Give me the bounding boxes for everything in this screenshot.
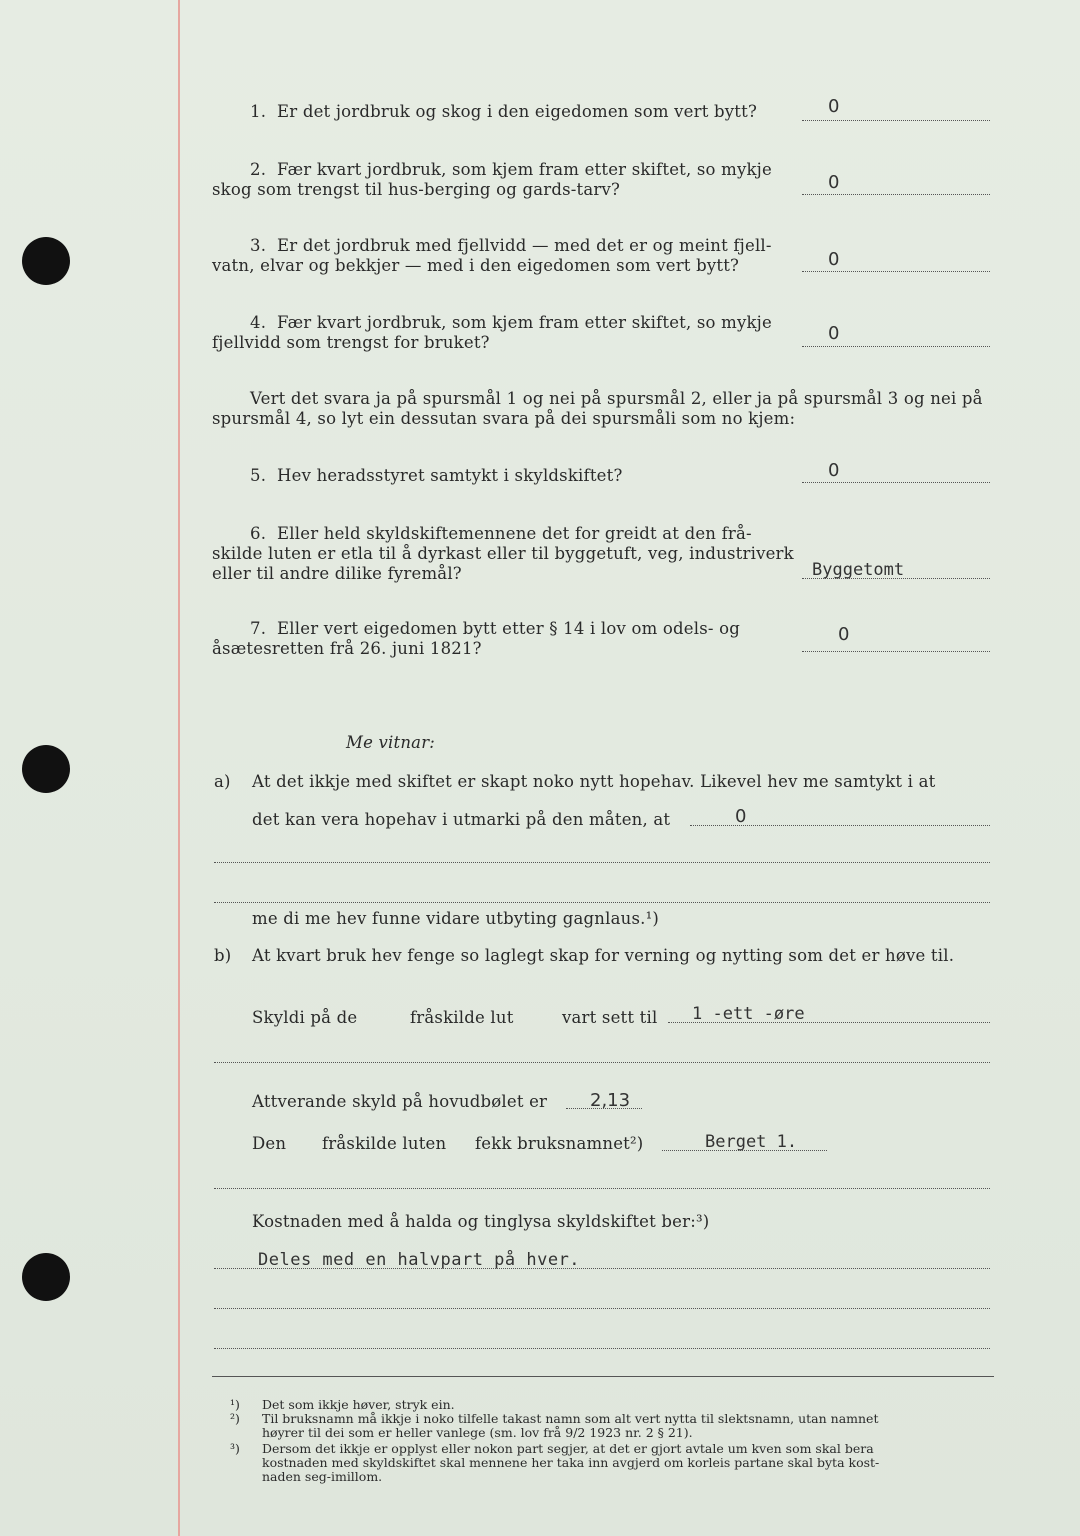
question-6 [250,524,752,543]
bruksnamn-label: Den [252,1134,287,1153]
question-number: 6. [250,524,267,543]
answer-3[interactable]: 0 [828,249,840,270]
punch-hole [22,237,70,285]
bruksnamn-label: fråskilde luten [322,1134,447,1153]
answer-4[interactable]: 0 [828,323,840,344]
section-a-text: me di me hev funne vidare utbyting gagnlaus.¹) [252,909,660,928]
answer-line [802,651,990,652]
footnote-mark: ²) [230,1411,240,1426]
blank-line [214,862,990,863]
question-text: eller til andre dilike fyremål? [212,564,462,583]
bruksnamn-answer[interactable]: Berget 1. [705,1132,798,1152]
question-7 [250,619,740,638]
punch-hole [22,745,70,793]
answer-5[interactable]: 0 [828,460,840,481]
question-text: skog som trengst til hus-berging og gards-tarv? [212,180,621,199]
answer-line [802,120,990,121]
blank-line [214,1308,990,1309]
footnote-mark: ¹) [230,1397,240,1412]
answer-line [802,271,990,272]
hopehav-answer[interactable]: 0 [735,806,747,827]
blank-line [214,1188,990,1189]
question-text: Hev heradsstyret samtykt i skyldskiftet? [277,466,623,485]
question-2 [250,160,772,179]
margin-line [178,0,180,1536]
answer-6[interactable]: Byggetomt [812,560,905,580]
footnote-text: Dersom det ikkje er opplyst eller nokon part segjer, at det er gjort avtale um kven som skal bera [262,1441,874,1456]
question-text: vatn, elvar og bekkjer — med i den eigedomen som vert bytt? [212,256,740,275]
question-number: 4. [250,313,267,332]
question-text: Eller held skyldskiftemennene det for greidt at den frå- [277,524,752,543]
question-number: 3. [250,236,267,255]
footnote-separator [212,1376,994,1377]
question-1 [250,102,757,121]
attverande-label: Attverande skyld på hovudbølet er [252,1092,548,1111]
answer-line [802,482,990,483]
answer-line [214,1268,990,1269]
section-b-text: At kvart bruk hev fenge so laglegt skap for verning og nytting som det er høve til. [252,946,955,965]
punch-hole [22,1253,70,1301]
bruksnamn-label: fekk bruksnamnet²) [475,1134,644,1153]
answer-line [802,346,990,347]
skyld-answer[interactable]: 1 -ett -øre [692,1004,805,1024]
question-text: Fær kvart jordbruk, som kjem fram etter skiftet, so mykje [277,160,772,179]
question-3 [250,236,772,255]
question-text: skilde luten er etla til å dyrkast eller til byggetuft, veg, industriverk [212,544,794,563]
footnote-text: naden seg-imillom. [262,1469,383,1484]
section-a-text: det kan vera hopehav i utmarki på den måten, at [252,810,671,829]
section-b-label: b) [214,946,232,965]
skyld-label: fråskilde lut [410,1008,514,1027]
witness-heading: Me vitnar: [346,733,436,752]
blank-line [214,902,990,903]
question-text: Er det jordbruk og skog i den eigedomen som vert bytt? [277,102,757,121]
footnote-text: kostnaden med skyldskiftet skal mennene her taka inn avgjerd om korleis partane skal byta kost- [262,1455,880,1470]
question-5 [250,466,623,485]
footnote-text: Til bruksnamn må ikkje i noko tilfelle takast namn som alt vert nytta til slektsnamn, utan namnet [262,1411,879,1426]
footnote-text: Det som ikkje høver, stryk ein. [262,1397,455,1412]
question-text: Eller vert eigedomen bytt etter § 14 i lov om odels- og [277,619,741,638]
skyld-label: vart sett til [562,1008,658,1027]
answer-1[interactable]: 0 [828,96,840,117]
question-text: Fær kvart jordbruk, som kjem fram etter skiftet, so mykje [277,313,772,332]
instruction-text: spursmål 4, so lyt ein dessutan svara på dei spursmåli som no kjem: [212,409,796,428]
question-text: åsætesretten frå 26. juni 1821? [212,639,482,658]
attverande-answer[interactable]: 2,13 [590,1090,631,1111]
section-a-label: a) [214,772,231,791]
question-text: Er det jordbruk med fjellvidd — med det er og meint fjell- [277,236,772,255]
section-a-text: At det ikkje med skiftet er skapt noko nytt hopehav. Likevel hev me samtykt i at [252,772,936,791]
instruction-text: Vert det svara ja på spursmål 1 og nei på spursmål 2, eller ja på spursmål 3 og nei på [250,389,983,408]
question-4 [250,313,772,332]
question-number: 5. [250,466,267,485]
blank-line [214,1348,990,1349]
kostnad-answer[interactable]: Deles med en halvpart på hver. [258,1250,581,1270]
question-number: 7. [250,619,267,638]
question-number: 2. [250,160,267,179]
question-number: 1. [250,102,267,121]
footnote-mark: ³) [230,1441,240,1456]
kostnad-label: Kostnaden med å halda og tinglysa skyldskiftet ber:³) [252,1212,710,1231]
skyld-label: Skyldi på de [252,1008,358,1027]
answer-line [802,194,990,195]
answer-7[interactable]: 0 [838,624,850,645]
blank-line [214,1062,990,1063]
footnote-text: høyrer til dei som er heller vanlege (sm. lov frå 9/2 1923 nr. 2 § 21). [262,1425,693,1440]
answer-2[interactable]: 0 [828,172,840,193]
question-text: fjellvidd som trengst for bruket? [212,333,490,352]
